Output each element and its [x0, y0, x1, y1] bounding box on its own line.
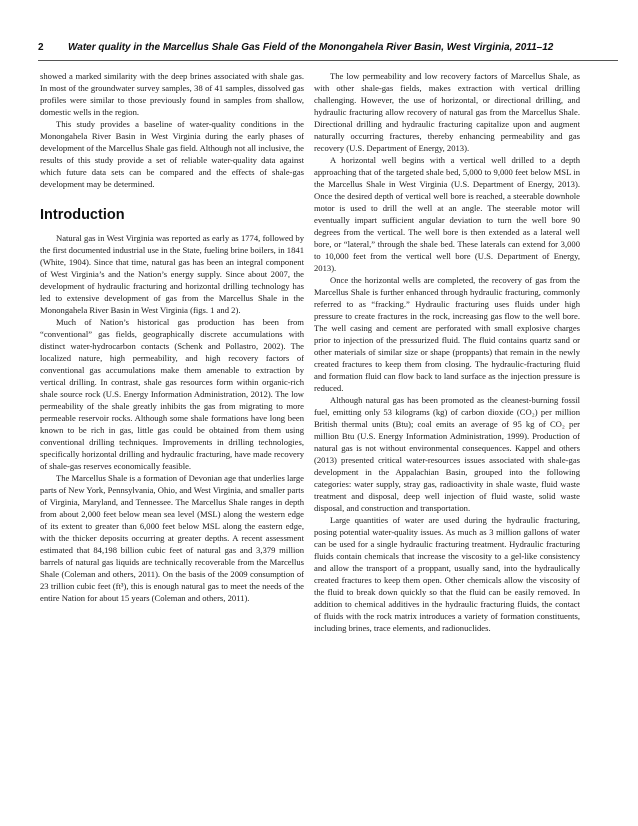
running-title: Water quality in the Marcellus Shale Gas Field of the Monongahela River Basin, West Virginia, 2011–12	[68, 42, 554, 53]
paragraph: A horizontal well begins with a vertical well drilled to a depth approaching that of the targeted shale bed, 5,000 to 9,000 feet below MSL in the Marcellus Shale in West Virginia (U.S. Department of Energy, 2013). Once the desired depth of vertical well bore is reached, a steerable downhole motor is used to drill the well at an angle. The steerable motor will eventually impart sufficient angular deviation to turn the well bore 90 degrees from the vertical. The well bore is then extended as a lateral well bore, or “lateral,” through the shale bed. These laterals can extend for 3,000 to 10,000 feet from the vertical well bore (U.S. Department of Energy, 2013).	[314, 155, 580, 273]
paragraph: Although natural gas has been promoted as the cleanest-burning fossil fuel, emitting only 53 kilograms (kg) of carbon dioxide (CO₂) per million British thermal units (Btu); coal emits an average of 95 kg of CO₂ per million Btu (U.S. Energy Information Administration, 1999). Production of natural gas is not without environmental consequences. Kappel and others (2013) presented critical water-resources issues associated with shale-gas development in the Appalachian Basin, grouped into the following categories: water supply, stray gas, radioactivity in shale waste, fluid waste treatment and disposal, deep well injection of fluid waste, solid waste disposal, and construction and transportation.	[314, 395, 580, 513]
running-header	[38, 42, 618, 53]
right-column	[314, 70, 580, 634]
paragraph: showed a marked similarity with the deep brines associated with shale gas. In most of the groundwater survey samples, 38 of 41 samples, dissolved gas profiles were similar to those previously found in samples from shallow, domestic wells in the region.	[40, 71, 304, 117]
paragraph: Once the horizontal wells are completed, the recovery of gas from the Marcellus Shale is further enhanced through hydraulic fracturing, commonly referred to as “fracking.” Hydraulic fracturing uses fluids under high pressure to create fractures in the rock, increasing gas flow to the well bore. The well casing and cement are perforated with small explosive charges prior to injection of the pressurized fluid. The fluid contains quartz sand or other materials of similar size or shape (proppants) that remain in the newly created fractures to keep them from closing. The hydraulic-fracturing fluid and formation fluid can flow back to land surface as the injection pressure is reduced.	[314, 275, 580, 393]
page-number: 2	[38, 42, 44, 53]
paragraph: The low permeability and low recovery factors of Marcellus Shale, as with other shale-gas fields, makes extraction with vertical drilling challenging. However, the use of horizontal, or directional drilling, and hydraulic fracturing allow recovery of natural gas from the Marcellus Shale. Directional drilling and hydraulic fracturing capitalize upon and augment naturally occurring fractures, thereby enhancing permeability and gas recovery (U.S. Department of Energy, 2013).	[314, 71, 580, 153]
paragraph: This study provides a baseline of water-quality conditions in the Monongahela River Basin in West Virginia during the early phases of development of the Marcellus Shale gas field. Although not all inclusive, the results of this study provide a set of reliable water-quality data against which future data sets can be compared and the effects of shale-gas development may be determined.	[40, 119, 304, 189]
header-rule	[38, 60, 618, 61]
paragraph: Natural gas in West Virginia was reported as early as 1774, followed by the first documented industrial use in the State, fueling brine boilers, in 1841 (White, 1904). Since that time, natural gas has been an integral component of West Virginia’s and the Nation’s energy supply. Since about 2007, the development of hydraulic fracturing and horizontal drilling technology has led to extensive development of gas from the Marcellus Shale in the Monongahela River Basin in West Virginia (figs. 1 and 2).	[40, 233, 304, 315]
paragraph: The Marcellus Shale is a formation of Devonian age that underlies large parts of New York, Pennsylvania, Ohio, and West Virginia, and smaller parts of Virginia, Maryland, and Tennessee. The Marcellus Shale ranges in depth from about 2,000 feet below mean sea level (MSL) along the western edge of its extent to greater than 6,000 feet below MSL along the eastern edge, with the thicker deposits occurring at greater depths. A recent assessment estimated that 84,198 billion cubic feet of natural gas and 3,379 million barrels of natural gas liquids are technically recoverable from the Marcellus Shale (Coleman and others, 2011). On the basis of the 2009 consumption of 23 trillion cubic feet (ft³), this is enough natural gas to meet the needs of the entire Nation for about 15 years (Coleman and others, 2011).	[40, 473, 304, 603]
paragraph: Large quantities of water are used during the hydraulic fracturing, posing potential water-quality issues. As much as 3 million gallons of water can be used for a single hydraulic fracturing treatment. Hydraulic fracturing fluids contain chemicals that increase the viscosity to a gel-like consistency and allow the transport of a proppant, usually sand, into the hydraulically created fractures to keep them open. Other chemicals allow the viscosity of the fluid to break down quickly so that the fluid can be easily removed. In addition to chemical additives in the hydraulic fracturing fluids, the contact of fluids with the rock matrix introduces a variety of formation constituents, including brines, trace elements, and radionuclides.	[314, 515, 580, 633]
section-heading: Introduction	[40, 207, 125, 223]
left-column	[40, 70, 304, 604]
paragraph: Much of Nation’s historical gas production has been from “conventional” gas fields, geographically discrete accumulations with distinct water-hydrocarbon contacts (Schenk and Pollastro, 2002). The localized nature, high permeability, and high recovery factors of conventional gas accumulations make them amenable to extraction by vertical drilling. In contrast, shale gas resources form within organic-rich shale source rock (U.S. Energy Information Administration, 2012). The low permeability of the shale greatly inhibits the gas from migrating to more permeable reservoir rocks. Although some shale formations have long been known to be rich in gas, little gas could be obtained from them using conventional drilling techniques. Improvements in drilling technologies, specifically horizontal drilling and hydraulic fracturing, have made recovery of shale-gas reserves economically feasible.	[40, 317, 304, 471]
